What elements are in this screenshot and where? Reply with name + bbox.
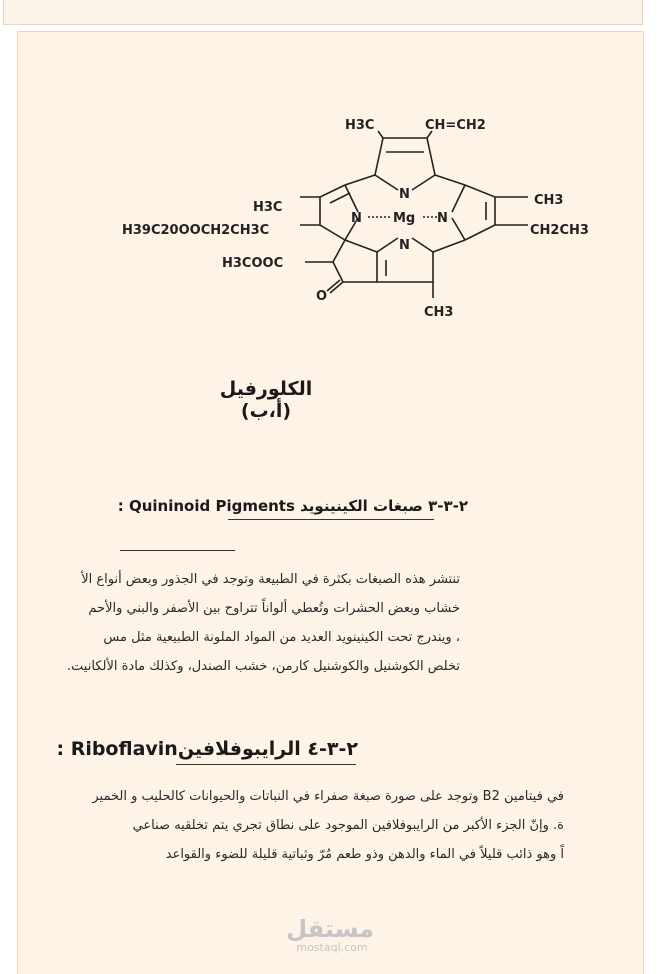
- heading-underline: [176, 764, 356, 765]
- h3c-top-label: H3C: [345, 118, 375, 133]
- oxo-label: O: [316, 289, 328, 304]
- h3c-left-label: H3C: [253, 200, 283, 215]
- riboflavin-paragraph: [92, 782, 564, 869]
- n-bottom-label: N: [399, 238, 410, 253]
- ethyl-label: CH2CH3: [530, 223, 589, 238]
- paragraph-line: ، ويندرج تحت الكينينويد العديد من المواد الملونة الطبيعية مثل مس: [103, 630, 460, 645]
- quininoid-paragraph: [67, 565, 460, 681]
- vinyl-label: CH=CH2: [425, 118, 486, 133]
- paragraph-line: ة. وإنّ الجزء الأكبر من الرايبوفلافين الموجود على نطاق تجري يتم تخلقيه صناعي: [132, 818, 564, 833]
- ch3-right-label: CH3: [534, 193, 564, 208]
- n-left-label: N: [351, 211, 362, 226]
- section-heading-riboflavin: ٢-٣-٤ الرايبوفلافينRiboflavin :: [56, 738, 358, 760]
- section-heading-quininoid: ٢-٣-٣ صبغات الكينينويد Quininoid Pigments :: [117, 497, 468, 515]
- n-right-label: N: [437, 211, 448, 226]
- paragraph-line: تخلص الكوشنيل والكوشنيل كارمن، خشب الصندل، وكذلك مادة الألكانيت.: [66, 659, 460, 674]
- mostaql-watermark: [286, 915, 374, 954]
- paragraph-line: خشاب وبعض الحشرات وتُعطي ألواناً تتراوح بين الأصفر والبني والأحم: [88, 601, 460, 616]
- heading-underline: [228, 519, 434, 520]
- n-top-label: N: [399, 187, 410, 202]
- phytyl-ester-label: H39C20OOCH2CH3C: [122, 223, 270, 238]
- watermark-url: mostaql.com: [296, 941, 368, 954]
- watermark-logo: مستقل: [286, 915, 374, 943]
- heading-underline-secondary: [120, 550, 235, 551]
- chlorophyll-caption: الكلورفيل (أ،ب): [219, 378, 313, 422]
- paragraph-line: اً وهو ذائب قليلاً في الماء والدهن وذو طعم مُرّ وثباتية قليلة للضوء والقواعد: [165, 847, 564, 862]
- paragraph-line: في فيتامين B2 وتوجد على صورة صبغة صفراء في النباتات والحيوانات كالحليب و الخمير: [92, 789, 564, 804]
- ch3-bottom-label: CH3: [424, 305, 454, 320]
- paragraph-line: تنتشر هذه الصبغات بكثرة في الطبيعة وتوجد في الجذور وبعض أنواع الأ: [81, 572, 460, 587]
- mg-label: Mg: [393, 211, 416, 226]
- methyl-ester-label: H3COOC: [222, 256, 284, 271]
